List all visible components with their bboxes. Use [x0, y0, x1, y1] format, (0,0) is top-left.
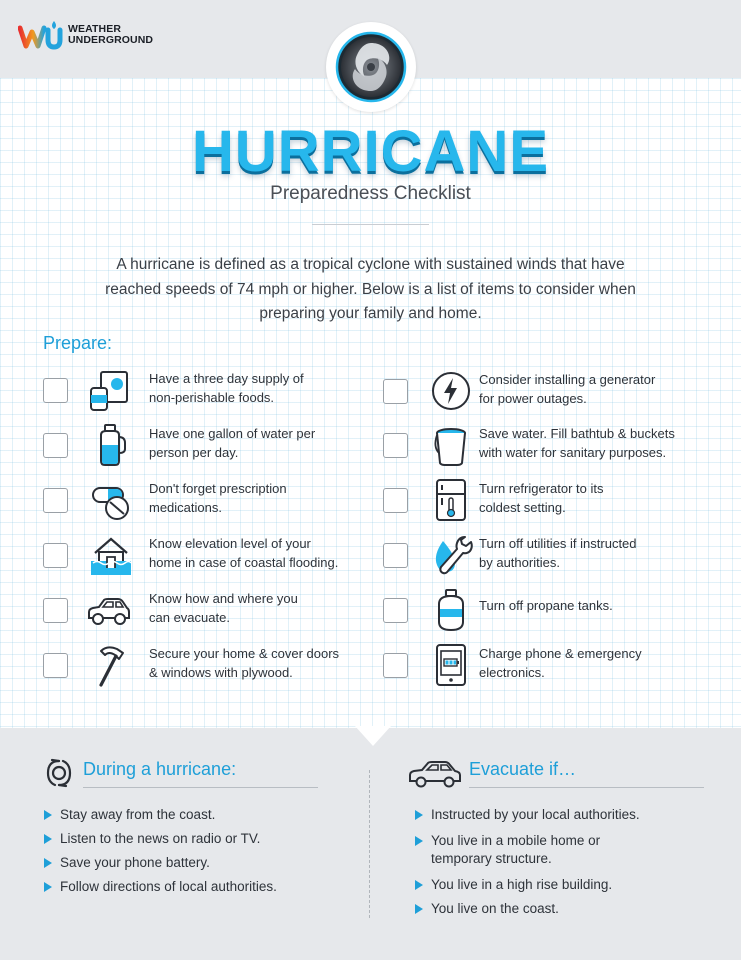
- list-item-text: Listen to the news on radio or TV.: [60, 831, 261, 846]
- bullet-arrow-icon: [44, 834, 52, 844]
- checklist-item-refrigerator: [383, 476, 733, 526]
- list-item: [415, 832, 715, 868]
- text-line: Have one gallon of water per: [149, 426, 316, 441]
- bullet-arrow-icon: [415, 904, 423, 914]
- list-item-text: temporary structure.: [431, 851, 552, 866]
- text-line: Don't forget prescription: [149, 481, 287, 496]
- evacuate-title: Evacuate if…: [469, 759, 577, 779]
- bullet-arrow-icon: [415, 880, 423, 890]
- text-line: home in case of coastal flooding.: [149, 554, 339, 570]
- evacuate-rule: [469, 787, 704, 788]
- flood-house-icon: [89, 533, 133, 577]
- text-line: electronics.: [479, 664, 545, 680]
- text-line: with water for sanitary purposes.: [479, 444, 667, 460]
- checklist-item-food: [43, 366, 383, 416]
- bullet-arrow-icon: [44, 858, 52, 868]
- phone-battery-icon: [429, 643, 473, 687]
- section-notch: [355, 726, 391, 746]
- text-line: non-perishable foods.: [149, 389, 275, 405]
- checkbox[interactable]: [383, 379, 408, 404]
- text-line: & windows with plywood.: [149, 664, 293, 680]
- list-item-text: Stay away from the coast.: [60, 807, 216, 822]
- checklist-item-charge-phone: [383, 641, 733, 691]
- bullet-arrow-icon: [415, 836, 423, 846]
- list-item-text: You live in a mobile home or: [431, 833, 601, 848]
- water-jug-icon: [89, 423, 133, 467]
- bullet-arrow-icon: [44, 882, 52, 892]
- bullet-arrow-icon: [415, 810, 423, 820]
- checkbox[interactable]: [383, 433, 408, 458]
- lightning-icon: [429, 369, 473, 413]
- text-line: Know how and where you: [149, 591, 298, 606]
- checkbox[interactable]: [383, 598, 408, 623]
- page-subtitle: Preparedness Checklist: [270, 183, 471, 204]
- checklist-item-text: [149, 590, 374, 627]
- column-divider: [369, 770, 370, 918]
- hurricane-emblem: [326, 22, 416, 112]
- refrigerator-icon: [429, 478, 473, 522]
- text-line: Charge phone & emergency: [479, 646, 642, 661]
- text-line: Know elevation level of your: [149, 536, 311, 551]
- list-item: [44, 830, 344, 848]
- checklist-item-secure-home: [43, 641, 383, 691]
- text-line: Turn refrigerator to its: [479, 481, 604, 496]
- evacuate-list: [415, 806, 715, 918]
- checklist-item-elevation: [43, 531, 383, 581]
- text-line: Consider installing a generator: [479, 372, 656, 387]
- logo-line-1: WEATHER: [68, 23, 121, 35]
- pills-icon: [89, 478, 133, 522]
- checklist-item-text: [479, 371, 729, 408]
- checklist-item-text: [479, 535, 729, 572]
- list-item: [44, 854, 344, 872]
- checklist-item-text: [149, 535, 374, 572]
- checkbox[interactable]: [383, 653, 408, 678]
- text-line: person per day.: [149, 444, 239, 460]
- checklist-item-save-water: [383, 421, 733, 471]
- canned-food-icon: [89, 368, 133, 412]
- text-line: coldest setting.: [479, 499, 566, 515]
- propane-tank-icon: [429, 588, 473, 632]
- text-line: by authorities.: [479, 554, 560, 570]
- checklist-item-generator: [383, 367, 733, 417]
- text-line: Secure your home & cover doors: [149, 646, 340, 661]
- checklist-item-utilities: [383, 531, 733, 581]
- evacuate-car-icon: [407, 757, 463, 789]
- during-title: During a hurricane:: [83, 759, 237, 779]
- hurricane-swirl-icon: [335, 31, 407, 103]
- checklist-item-text: [149, 645, 374, 682]
- checkbox[interactable]: [43, 433, 68, 458]
- hurricane-symbol-icon: [42, 756, 76, 790]
- text-line: can evacuate.: [149, 609, 230, 625]
- list-item: [415, 806, 715, 824]
- bullet-arrow-icon: [44, 810, 52, 820]
- checklist-item-text: [479, 597, 729, 616]
- wu-logo-icon: [18, 20, 64, 50]
- prepare-heading: Prepare:: [43, 333, 113, 353]
- weather-underground-logo[interactable]: [18, 20, 153, 50]
- list-item-text: Follow directions of local authorities.: [60, 879, 277, 894]
- title-divider: [312, 224, 429, 225]
- text-line: for power outages.: [479, 390, 587, 406]
- checklist-item-text: [149, 480, 374, 517]
- checklist-item-propane: [383, 586, 733, 636]
- checklist-item-text: [479, 480, 729, 517]
- text-line: Save water. Fill bathtub & buckets: [479, 426, 675, 441]
- list-item-text: Instructed by your local authorities.: [431, 807, 640, 822]
- list-item-text: You live in a high rise building.: [431, 877, 613, 892]
- logo-text: [68, 24, 153, 46]
- text-line: medications.: [149, 499, 222, 515]
- bucket-icon: [429, 423, 473, 467]
- checkbox[interactable]: [43, 543, 68, 568]
- checkbox[interactable]: [43, 598, 68, 623]
- list-item: [415, 900, 715, 918]
- during-rule: [83, 787, 318, 788]
- list-item-text: Save your phone battery.: [60, 855, 210, 870]
- hammer-icon: [89, 643, 133, 687]
- car-icon: [81, 588, 135, 632]
- list-item: [44, 806, 344, 824]
- checklist-item-text: [149, 425, 374, 462]
- text-line: Have a three day supply of: [149, 371, 304, 386]
- text-line: Turn off propane tanks.: [479, 598, 613, 613]
- checkbox[interactable]: [43, 653, 68, 678]
- checkbox[interactable]: [43, 378, 68, 403]
- list-item: [415, 876, 715, 894]
- text-line: Turn off utilities if instructed: [479, 536, 637, 551]
- checkbox[interactable]: [383, 543, 408, 568]
- list-item: [44, 878, 344, 896]
- checklist-item-text: [479, 425, 729, 462]
- logo-line-2: UNDERGROUND: [68, 34, 154, 46]
- wrench-drop-icon: [429, 533, 473, 577]
- checklist-item-evacuate-route: [43, 586, 383, 636]
- checklist-item-text: [479, 645, 729, 682]
- intro-text: A hurricane is defined as a tropical cyclone with sustained winds that have reached speeds of 74 mph or higher. Below is a list of items to consider when preparing your family and home.: [105, 256, 636, 322]
- checklist-item-text: [149, 370, 374, 407]
- during-list: [44, 806, 344, 896]
- checkbox[interactable]: [43, 488, 68, 513]
- checklist-item-medications: [43, 476, 383, 526]
- list-item-text: You live on the coast.: [431, 901, 559, 916]
- page-title: HURRICANE: [192, 119, 549, 184]
- checklist-item-water: [43, 421, 383, 471]
- checkbox[interactable]: [383, 488, 408, 513]
